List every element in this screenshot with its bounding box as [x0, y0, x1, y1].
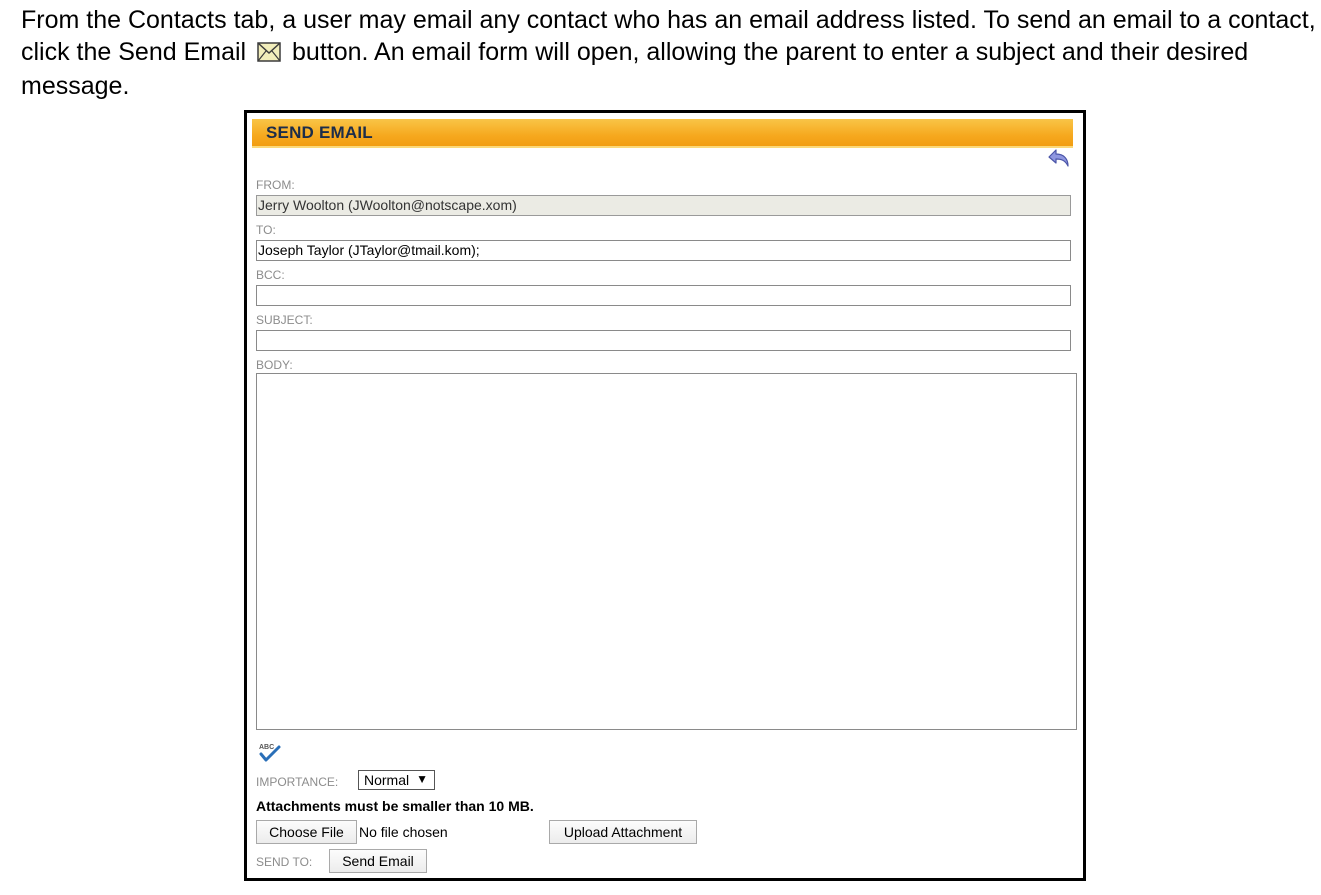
importance-label: IMPORTANCE:	[256, 775, 339, 789]
send-email-form	[244, 110, 1086, 881]
attachment-size-note: Attachments must be smaller than 10 MB.	[256, 798, 534, 814]
intro-text-part1: From the Contacts tab, a user may email any contact who has an email address listed. To send an email to a contact, click the Send Email	[21, 6, 1316, 66]
intro-paragraph	[21, 4, 1316, 102]
bcc-field[interactable]	[256, 285, 1071, 306]
from-label: FROM:	[256, 178, 295, 192]
importance-value: Normal	[364, 772, 410, 788]
form-header	[252, 119, 1073, 148]
to-field[interactable]: Joseph Taylor (JTaylor@tmail.kom);	[256, 240, 1071, 261]
chevron-down-icon: ▼	[416, 772, 428, 786]
intro-text-part2: button. An email form will open, allowing the parent to enter a subject and their desired message.	[21, 38, 1249, 100]
subject-field[interactable]	[256, 330, 1071, 351]
to-label: TO:	[256, 223, 276, 237]
send-email-button[interactable]: Send Email	[329, 849, 427, 873]
file-status-text: No file chosen	[359, 824, 448, 840]
choose-file-button[interactable]: Choose File	[256, 820, 357, 844]
importance-select[interactable]	[358, 770, 435, 790]
body-label: BODY:	[256, 358, 293, 372]
from-field: Jerry Woolton (JWoolton@notscape.xom)	[256, 195, 1071, 216]
upload-attachment-button[interactable]: Upload Attachment	[549, 820, 697, 844]
send-to-label: SEND TO:	[256, 855, 313, 869]
envelope-icon	[257, 38, 281, 70]
reply-arrow-icon[interactable]	[1047, 147, 1071, 169]
svg-text:ABC: ABC	[259, 744, 275, 751]
body-textarea[interactable]	[256, 373, 1077, 730]
spellcheck-icon[interactable]	[257, 741, 283, 763]
form-title: SEND EMAIL	[266, 123, 373, 142]
bcc-label: BCC:	[256, 268, 285, 282]
subject-label: SUBJECT:	[256, 313, 313, 327]
